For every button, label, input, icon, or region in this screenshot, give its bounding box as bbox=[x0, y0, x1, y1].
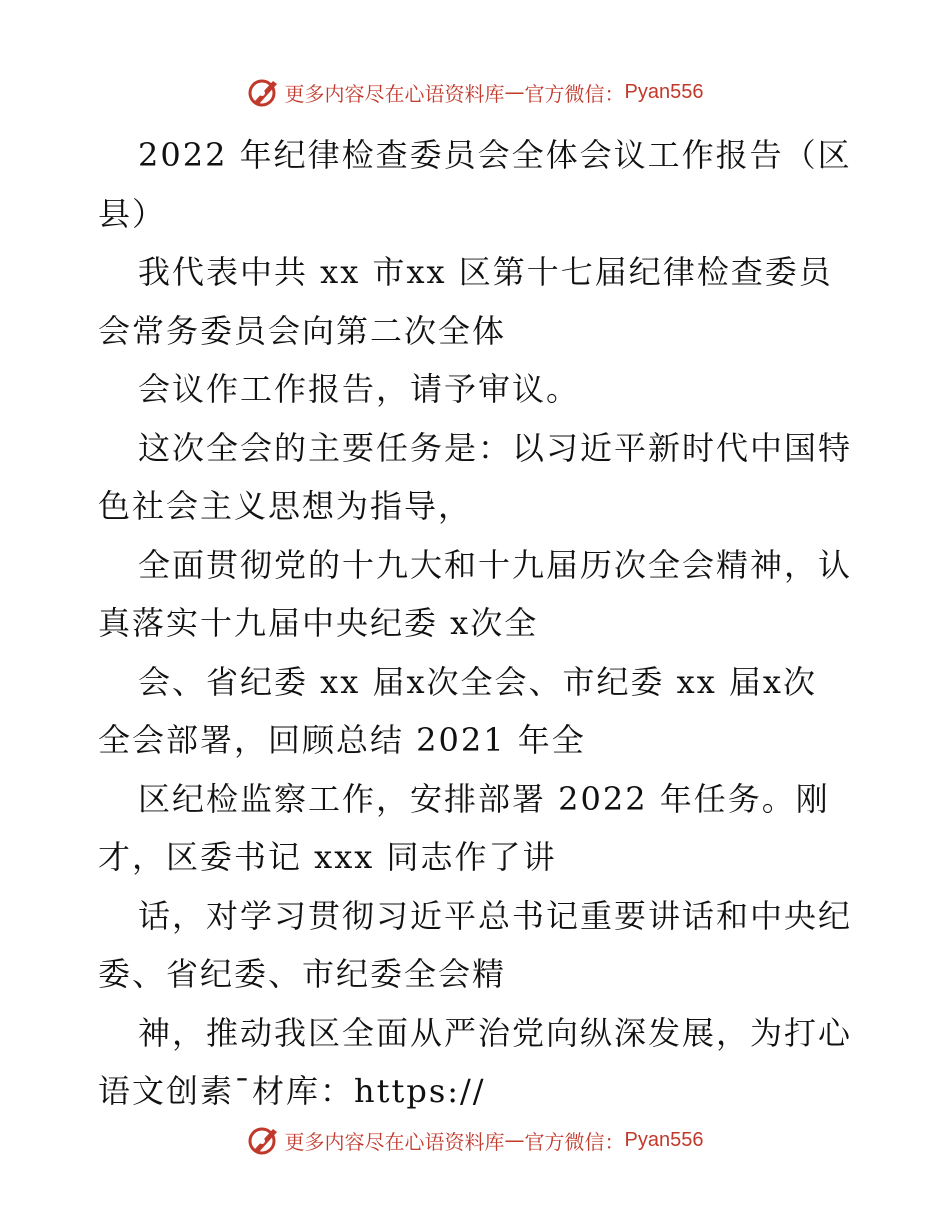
text-line: 才，区委书记 xxx 同志作了讲 bbox=[98, 838, 557, 876]
pen-logo-icon bbox=[247, 75, 281, 109]
text-line: 全面贯彻党的十九大和十九届历次全会精神，认 bbox=[138, 545, 853, 584]
text-line: 委、省纪委、市纪委全会精 bbox=[98, 955, 507, 993]
footer-watermark bbox=[0, 1118, 950, 1162]
text-line: 2022 年纪律检查委员会全体会议工作报告（区 bbox=[138, 136, 852, 174]
watermark-text: 更多内容尽在心语资料库 bbox=[284, 1129, 505, 1154]
watermark-wechat-id: Pyan556 bbox=[624, 80, 704, 103]
text-line: 会议作工作报告，请予审议。 bbox=[138, 370, 581, 408]
watermark-wechat-label: 官方微信： bbox=[524, 1129, 625, 1154]
watermark-separator: — bbox=[504, 80, 525, 104]
text-line: 县） bbox=[98, 194, 167, 233]
text-line: 区纪检监察工作，安排部署 2022 年任务。刚 bbox=[138, 779, 830, 818]
text-line: 话，对学习贯彻习近平总书记重要讲话和中央纪 bbox=[138, 896, 853, 935]
text-line: 这次全会的主要任务是：以习近平新时代中国特 bbox=[138, 428, 853, 467]
watermark-wechat-label: 官方微信： bbox=[524, 81, 625, 106]
text-line: 会常务委员会向第二次全体 bbox=[98, 311, 507, 350]
text-line: 我代表中共 xx 市xx 区第十七届纪律检查委员 bbox=[138, 253, 833, 291]
pen-logo-icon bbox=[247, 1123, 281, 1157]
document-body bbox=[98, 126, 868, 1121]
header-watermark bbox=[0, 70, 950, 114]
text-line: 语文创素¯材库：https:// bbox=[98, 1072, 486, 1110]
text-line: 全会部署，回顾总结 2021 年全 bbox=[98, 721, 586, 759]
text-line: 会、省纪委 xx 届x次全会、市纪委 xx 届x次 bbox=[138, 662, 817, 701]
text-line: 神，推动我区全面从严治党向纵深发展，为打心 bbox=[138, 1013, 853, 1052]
text-line: 色社会主义思想为指导， bbox=[98, 487, 473, 525]
text-line: 真落实十九届中央纪委 x次全 bbox=[98, 604, 539, 642]
watermark-text: 更多内容尽在心语资料库 bbox=[284, 81, 505, 106]
watermark-separator: — bbox=[504, 1128, 525, 1152]
watermark-wechat-id: Pyan556 bbox=[624, 1128, 704, 1151]
